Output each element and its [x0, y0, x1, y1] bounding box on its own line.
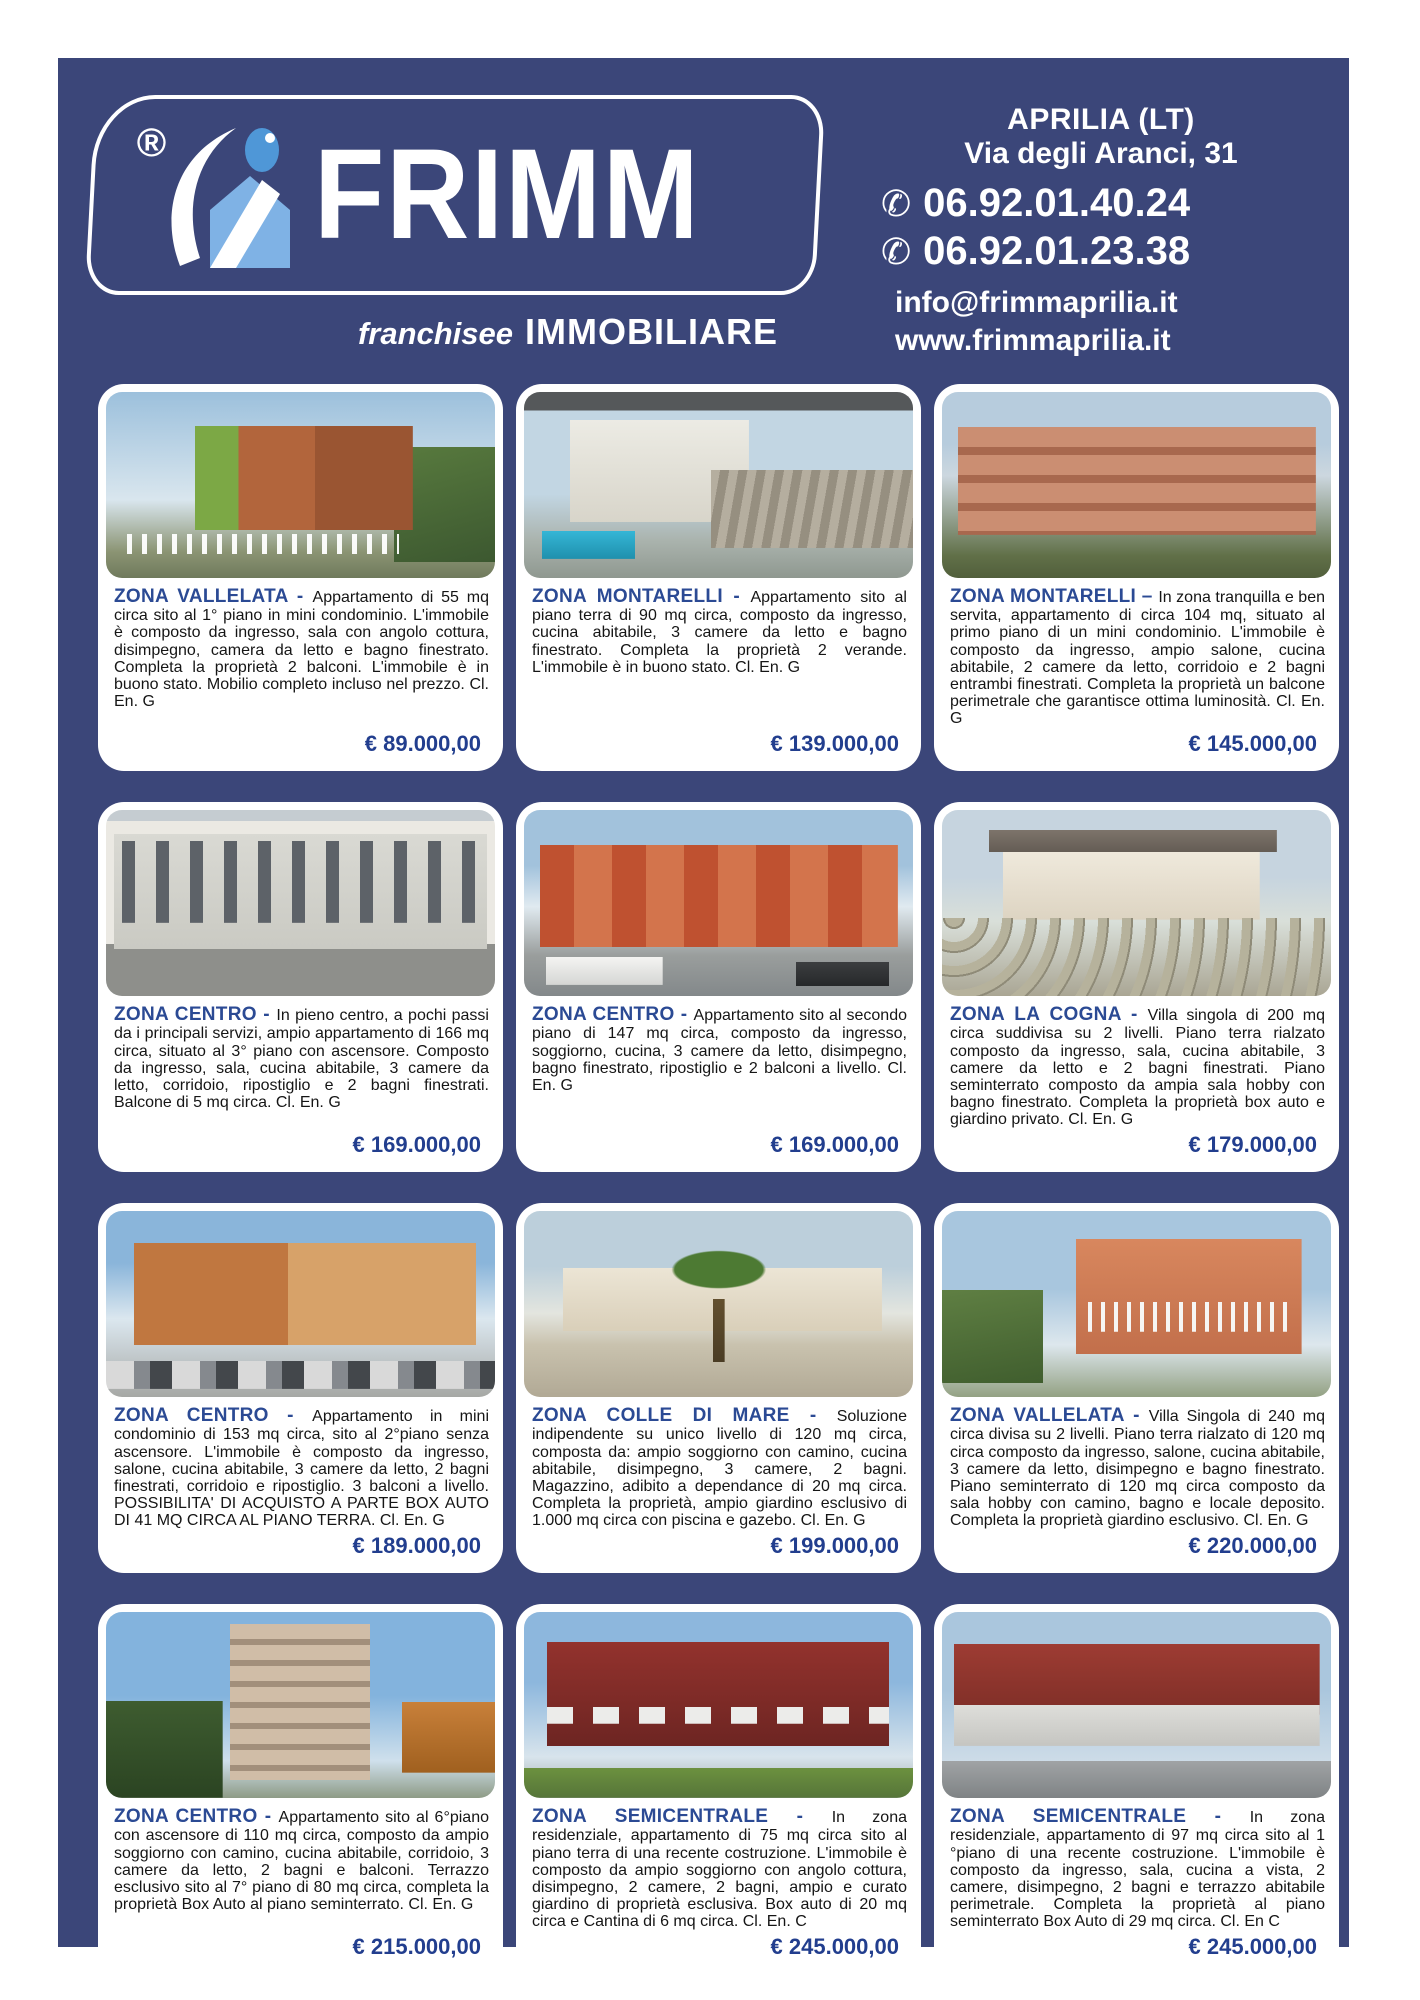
listing-price: € 179.000,00: [1188, 1132, 1317, 1158]
tagline-franchisee: franchisee: [357, 316, 514, 351]
listing-body: [106, 1397, 495, 1573]
agency-website[interactable]: www.frimmaprilia.it: [895, 324, 1171, 357]
listing-text: In zona residenziale, appartamento di 97 mq circa sito al 1 °piano di una recente costruzione. L'immobile è composto da ingresso, sala, cucina a vista, 2 camere, disimpegno, 2 bagni e terrazzo abitabile perimetrale. Completa la proprietà al piano seminterrato Box Auto di 29 mq circa. Cl. En C: [950, 1809, 1326, 1930]
flyer-sheet: [58, 58, 1349, 1960]
listing-zone: ZONA SEMICENTRALE -: [950, 1806, 1250, 1828]
contact-block: [881, 95, 1321, 358]
listing-zone: ZONA CENTRO -: [114, 1806, 279, 1828]
brand-tagline: [90, 311, 820, 353]
listing-body: [942, 578, 1331, 771]
registered-mark-icon: ®: [136, 121, 167, 165]
phone-row-1[interactable]: [881, 181, 1321, 226]
listing-price: € 145.000,00: [1188, 731, 1317, 757]
listing-price: € 169.000,00: [352, 1132, 481, 1158]
listing-card: [98, 1203, 503, 1573]
listing-card: [516, 1203, 921, 1573]
listing-description: [950, 587, 1325, 727]
listing-text: Appartamento sito al piano terra di 90 mq circa, composto da ingresso, cucina abitabile, 3 camere da letto e bagno finestrato. Completa la proprietà 2 verande. L'immobile è in buono stato. Cl. En. G: [532, 589, 907, 676]
listing-photo: [942, 1612, 1331, 1798]
listing-price: € 220.000,00: [1188, 1533, 1317, 1559]
listing-photo: [524, 1211, 913, 1397]
listing-price: € 89.000,00: [364, 731, 481, 757]
listing-description: [532, 587, 907, 676]
listing-description: [532, 1406, 907, 1529]
listing-photo: [524, 1612, 913, 1798]
listing-text: Appartamento sito al 6°piano con ascensore di 110 mq circa, composto da ampio soggiorno con camino, cucina abitabile, corridoio, 3 camere da letto, 2 bagni e balconi. Terrazzo esclusivo sito al 7° piano di 80 mq circa, completa la proprietà Box Auto al piano seminterrato. Cl. En. G: [114, 1809, 489, 1913]
flyer-header: [58, 58, 1349, 384]
listing-text: In zona residenziale, appartamento di 75 mq circa sito al piano terra di una recente costruzione. L'immobile è composto da ampio soggiorno con angolo cottura, disimpegno, 2 camere, 2 bagni, ampio e curato giardino di proprietà esclusiva. Box auto di 20 mq circa e Cantina di 6 mq circa. Cl. En. C: [532, 1809, 908, 1930]
listing-body: [524, 578, 913, 771]
listing-text: Appartamento di 55 mq circa sito al 1° piano in mini condominio. L'immobile è composto da ingresso, sala con angolo cottura, disimpegno, camera da letto e bagno finestrato. Completa la proprietà 2 balconi. L'immobile è in buono stato. Mobilio completo incluso nel prezzo. Cl. En. G: [114, 589, 489, 710]
listing-card: [516, 802, 921, 1172]
frimm-house-icon: [158, 118, 308, 278]
listing-photo: [942, 1211, 1331, 1397]
listing-photo: [106, 1612, 495, 1798]
listing-zone: ZONA MONTARELLI -: [532, 586, 751, 607]
listing-card: [98, 384, 503, 771]
listing-body: [106, 1798, 495, 1974]
agency-email[interactable]: info@frimmaprilia.it: [895, 286, 1178, 319]
listing-text: In zona tranquilla e ben servita, appartamento di circa 104 mq, situato al primo piano di un mini condominio. L'immobile è composto da ingresso, ampio salone, cucina abitabile, 2 camere da letto, corridoio e 2 bagni entrambi finestrati. Completa la proprietà un balcone perimetrale che garantisce ottima luminosità. Cl. En. G: [950, 589, 1325, 727]
listing-photo: [942, 392, 1331, 578]
listing-description: [950, 1406, 1325, 1529]
listing-price: € 199.000,00: [770, 1533, 899, 1559]
listing-body: [106, 996, 495, 1172]
listing-text: Soluzione indipendente su unico livello di 120 mq circa, composta da: ampio soggiorno con camino, cucina abitabile, disimpegno, 3 camere, 2 bagni. Magazzino, adibito a dependance di 20 mq circa. Completa la proprietà, ampio giardino esclusivo di 1.000 mq circa con piscina e gazebo. Cl. En. G: [532, 1408, 907, 1529]
listing-zone: ZONA LA COGNA -: [950, 1004, 1148, 1026]
phone-icon: ✆: [881, 230, 912, 272]
frimm-logo: [85, 95, 825, 295]
listing-zone: ZONA CENTRO -: [114, 1405, 313, 1427]
listing-card: [934, 1203, 1339, 1573]
listing-card: [934, 1604, 1339, 1974]
listing-photo: [106, 810, 495, 996]
listing-description: [114, 1406, 489, 1529]
listing-price: € 169.000,00: [770, 1132, 899, 1158]
listing-card: [934, 802, 1339, 1172]
listing-photo: [524, 810, 913, 996]
listing-price: € 215.000,00: [352, 1934, 481, 1960]
listing-zone: ZONA COLLE DI MARE -: [532, 1405, 837, 1427]
listing-description: [532, 1005, 907, 1094]
listing-card: [934, 384, 1339, 771]
listing-photo: [106, 392, 495, 578]
listing-zone: ZONA MONTARELLI –: [950, 586, 1159, 607]
listing-body: [524, 996, 913, 1172]
tagline-immobiliare: IMMOBILIARE: [525, 311, 778, 352]
listing-body: [524, 1798, 913, 1974]
listing-description: [950, 1005, 1325, 1128]
listing-price: € 139.000,00: [770, 731, 899, 757]
listing-description: [114, 587, 489, 710]
listing-card: [516, 384, 921, 771]
phone-number-1[interactable]: 06.92.01.40.24: [923, 181, 1191, 225]
listing-text: Villa Singola di 240 mq circa divisa su 2 livelli. Piano terra rialzato di 120 mq circa composto da ingresso, salone, cucina abitabile, 3 camere da letto, disimpegno e bagno finestrato. Piano seminterrato di 120 mq circa composto da sala hobby con camino, bagno e locale deposito. Completa la proprietà giardino esclusivo. Cl. En. G: [950, 1408, 1325, 1529]
listing-zone: ZONA VALLELATA -: [950, 1405, 1149, 1427]
listing-description: [114, 1005, 489, 1111]
listing-text: Appartamento in mini condominio di 153 mq circa, sito al 2°piano senza ascensore. L'immobile è composto da ingresso, salone, cucina abitabile, 3 camere da letto, 2 bagni finestrati, corridoio e ripostiglio. 3 balconi a livello. POSSIBILITA' DI ACQUISTO A PARTE BOX AUTO DI 41 MQ CIRCA AL PIANO TERRA. Cl. En. G: [114, 1408, 489, 1529]
listing-body: [524, 1397, 913, 1573]
listing-card: [98, 802, 503, 1172]
listing-photo: [106, 1211, 495, 1397]
listing-card: [516, 1604, 921, 1974]
listing-body: [942, 1397, 1331, 1573]
listing-price: € 189.000,00: [352, 1533, 481, 1559]
listings-grid: [58, 384, 1349, 1974]
listing-price: € 245.000,00: [1188, 1934, 1317, 1960]
agency-city: APRILIA (LT): [1007, 103, 1195, 136]
listing-text: In pieno centro, a pochi passi da i principali servizi, ampio appartamento di 166 mq circa, situato al 3° piano con ascensore. Composto da ingresso, sala, cucina abitabile, 3 camere da letto, corridoio, ripostiglio e 2 bagni finestrati. Balcone di 5 mq circa. Cl. En. G: [114, 1007, 489, 1111]
listing-description: [532, 1807, 907, 1930]
listing-body: [942, 1798, 1331, 1974]
listing-body: [106, 578, 495, 771]
listing-card: [98, 1604, 503, 1974]
phone-number-2[interactable]: 06.92.01.23.38: [923, 229, 1191, 273]
listing-body: [942, 996, 1331, 1172]
listing-photo: [524, 392, 913, 578]
listing-description: [114, 1807, 489, 1913]
listing-price: € 245.000,00: [770, 1934, 899, 1960]
listing-zone: ZONA CENTRO -: [532, 1004, 694, 1026]
brand-wordmark: FRIMM: [314, 123, 701, 266]
brand-block: [90, 95, 820, 353]
phone-icon: ✆: [881, 182, 912, 224]
listing-text: Appartamento sito al secondo piano di 147 mq circa, composto da ingresso, soggiorno, cucina, 3 camere da letto, disimpegno, bagno finestrato, ripostiglio e 2 balconi a livello. Cl. En. G: [532, 1007, 908, 1094]
agency-address: Via degli Aranci, 31: [964, 137, 1238, 170]
listing-description: [950, 1807, 1325, 1930]
listing-zone: ZONA SEMICENTRALE -: [532, 1806, 832, 1828]
listing-zone: ZONA VALLELATA -: [114, 586, 313, 607]
logo-inner: [124, 112, 743, 278]
listing-photo: [942, 810, 1331, 996]
phone-row-2[interactable]: [881, 229, 1321, 274]
listing-zone: ZONA CENTRO -: [114, 1004, 277, 1026]
listing-text: Villa singola di 200 mq circa suddivisa su 2 livelli. Piano terra rialzato composto da ingresso, sala, cucina abitabile, 3 camere da letto e 2 bagni finestrati. Piano seminterrato composto da ampia sala hobby con bagno finestrato. Completa la proprietà box auto e giardino privato. Cl. En. G: [950, 1007, 1325, 1128]
